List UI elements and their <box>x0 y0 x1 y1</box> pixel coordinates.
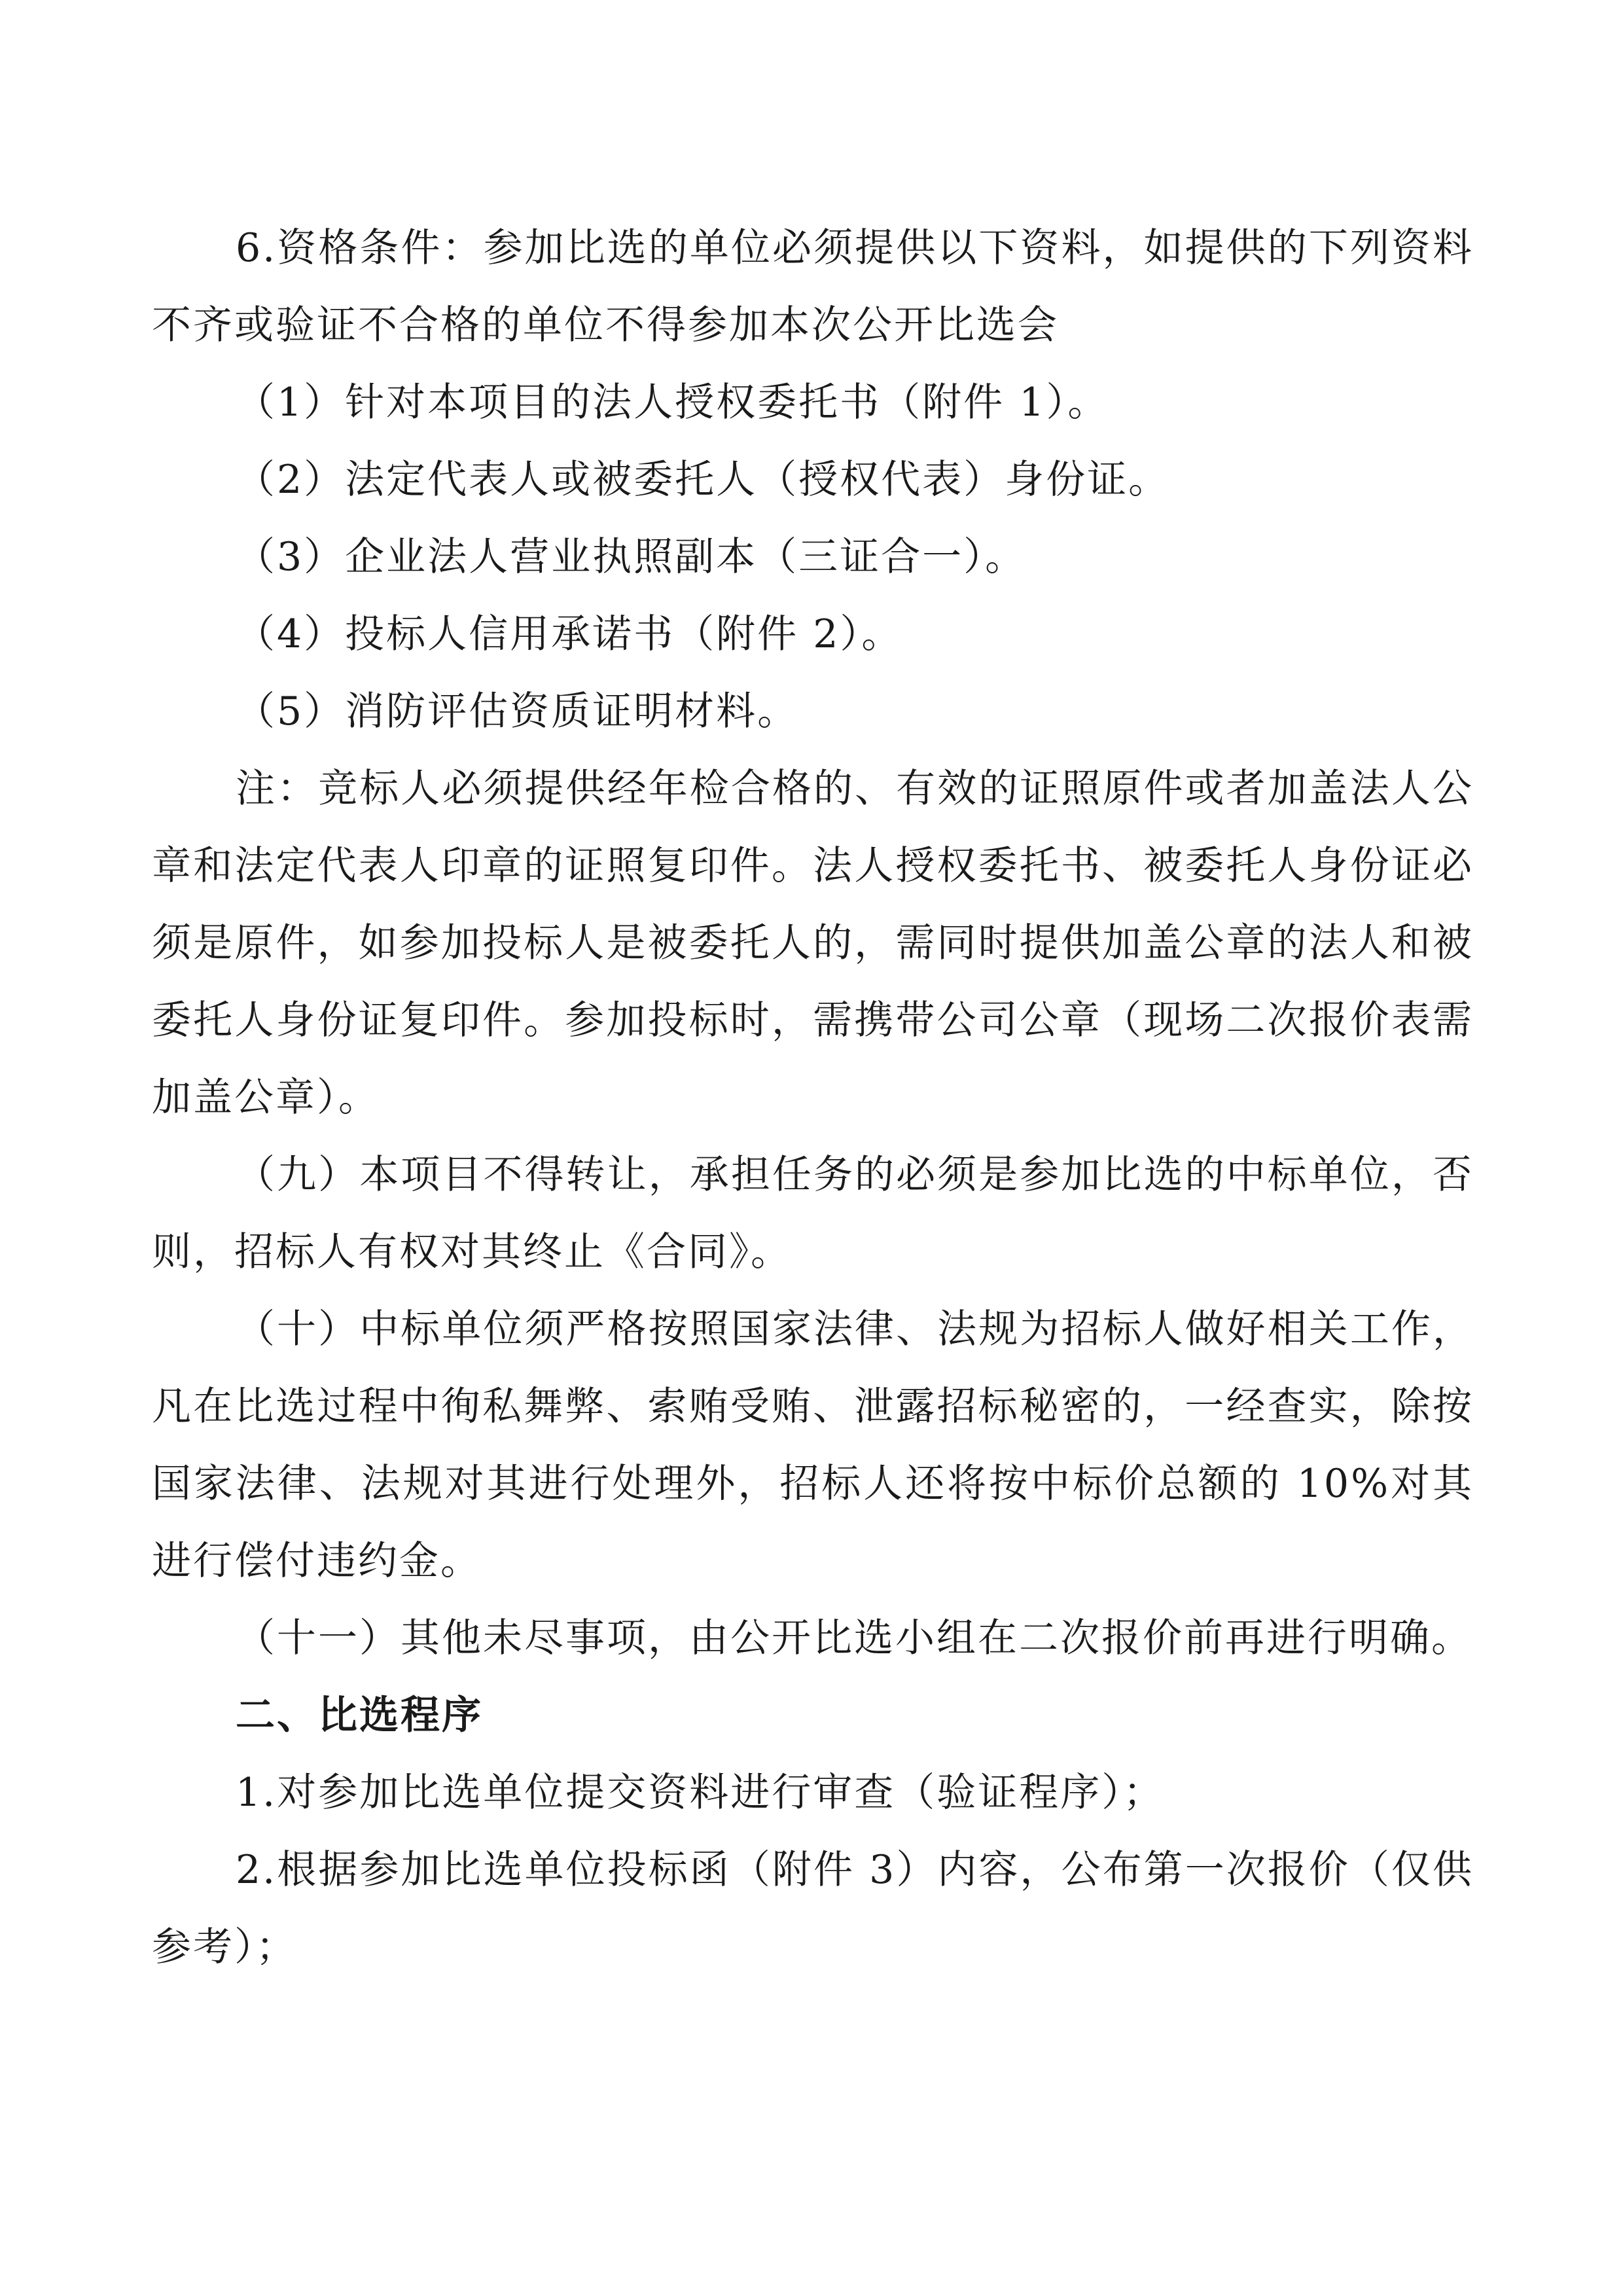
clause-11-paragraph: （十一）其他未尽事项，由公开比选小组在二次报价前再进行明确。 <box>236 1615 1472 1661</box>
requirement-item-4: （4）投标人信用承诺书（附件 2）。 <box>236 611 903 657</box>
requirement-item-1: （1）针对本项目的法人授权委托书（附件 1）。 <box>236 380 1109 425</box>
clause-9-paragraph: （九）本项目不得转让，承担任务的必须是参加比选的中标单位，否则，招标人有权对其终止《合同》。 <box>152 1152 1474 1275</box>
section-heading: 二、比选程序 <box>236 1693 483 1738</box>
qualification-paragraph: 6.资格条件：参加比选的单位必须提供以下资料，如提供的下列资料不齐或验证不合格的单位不得参加本次公开比选会 <box>152 225 1474 348</box>
requirement-item-3: （3）企业法人营业执照副本（三证合一）。 <box>236 534 1027 580</box>
document-body <box>152 209 1474 1986</box>
clause-10-paragraph: （十）中标单位须严格按照国家法律、法规为招标人做好相关工作，凡在比选过程中徇私舞弊、索贿受贿、泄露招标秘密的，一经查实，除按国家法律、法规对其进行处理外，招标人还将按中标价总额的 10%对其进行偿付违约金。 <box>152 1306 1474 1584</box>
requirement-item-2: （2）法定代表人或被委托人（授权代表）身份证。 <box>236 457 1170 503</box>
procedure-step-1: 1.对参加比选单位提交资料进行审查（验证程序）； <box>236 1770 1165 1816</box>
procedure-step-2: 2.根据参加比选单位投标函（附件 3）内容，公布第一次报价（仅供参考）； <box>152 1847 1474 1970</box>
note-paragraph: 注：竞标人必须提供经年检合格的、有效的证照原件或者加盖法人公章和法定代表人印章的证照复印件。法人授权委托书、被委托人身份证必须是原件，如参加投标人是被委托人的，需同时提供加盖公章的法人和被委托人身份证复印件。参加投标时，需携带公司公章（现场二次报价表需加盖公章）。 <box>152 766 1474 1121</box>
requirement-item-5: （5）消防评估资质证明材料。 <box>236 689 799 734</box>
